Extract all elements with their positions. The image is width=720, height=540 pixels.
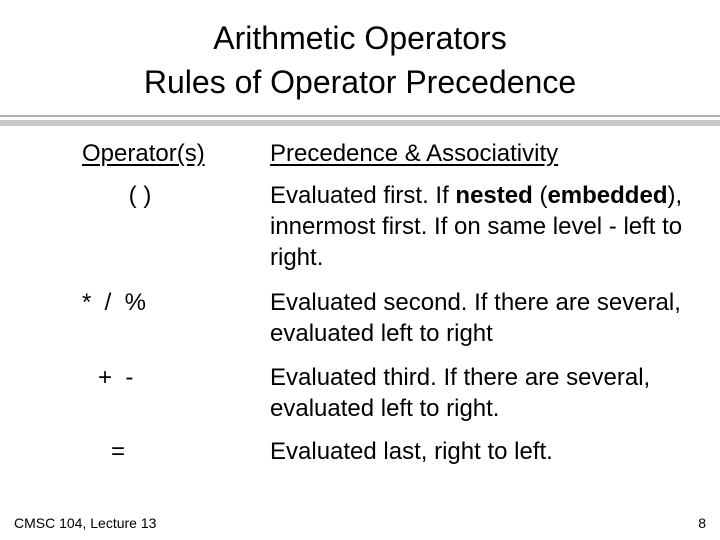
page-number: 8 (698, 515, 706, 531)
description-parentheses (270, 180, 710, 273)
operator-additive: + - (98, 364, 134, 391)
description-additive: Evaluated third. If there are several, evaluated left to right. (270, 364, 651, 422)
title-divider-thin (0, 115, 720, 117)
desc-text: ), innermost first. If on same level - left to right. (270, 182, 683, 271)
slide-title-line-2: Rules of Operator Precedence (143, 64, 577, 100)
operator-multiplicative: * / % (82, 289, 147, 316)
desc-bold-embedded: embedded (547, 182, 668, 209)
desc-text: ( (532, 182, 548, 209)
slide-title-line-1: Arithmetic Operators (213, 20, 507, 56)
header-precedence: Precedence & Associativity (270, 140, 559, 167)
description-assignment: Evaluated last, right to left. (270, 438, 553, 465)
operator-assignment: = (111, 438, 126, 465)
header-operators: Operator(s) (82, 140, 205, 167)
desc-text: Evaluated first. If (270, 182, 456, 209)
desc-bold-nested: nested (455, 182, 533, 209)
description-multiplicative: Evaluated second. If there are several, evaluated left to right (270, 289, 681, 347)
title-divider-thick (0, 120, 720, 126)
operator-parentheses: ( ) (128, 182, 152, 209)
footer-course-label: CMSC 104, Lecture 13 (14, 515, 157, 531)
